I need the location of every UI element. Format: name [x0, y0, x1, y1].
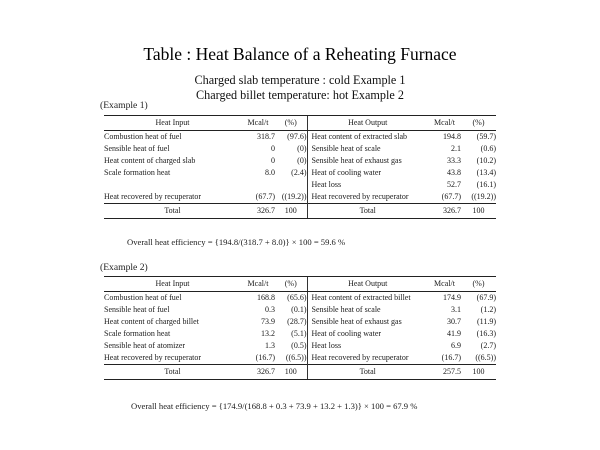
heat-input-percent: (97.6): [287, 132, 307, 141]
total-output-value: 326.7: [428, 204, 461, 219]
heat-output-percent: (2.7): [480, 341, 496, 350]
heat-input-label: Heat recovered by recuperator: [104, 353, 202, 362]
heat-input-percent: (28.7): [287, 317, 307, 326]
heat-input-value: 0: [271, 156, 275, 165]
heat-output-label: Sensible heat of scale: [307, 143, 428, 155]
heat-output-percent: ((6.5)): [475, 353, 496, 362]
heat-input-percent: ((19.2)): [281, 192, 307, 201]
heat-input-value: 318.7: [257, 132, 275, 141]
column-header: (%): [275, 277, 307, 292]
total-input-label: Total: [104, 365, 241, 380]
page-title: Table : Heat Balance of a Reheating Furnace: [143, 44, 457, 64]
total-output-label: Total: [307, 204, 428, 219]
column-header: Heat Output: [307, 116, 428, 131]
total-output-percent: 100: [461, 365, 496, 380]
heat-output-value: 41.9: [447, 329, 461, 338]
heat-input-label: Combustion heat of fuel: [104, 293, 182, 302]
heat-output-percent: (13.4): [476, 168, 496, 177]
heat-input-label: Heat content of charged billet: [104, 317, 199, 326]
table-row: [104, 292, 496, 305]
heat-output-percent: (0.6): [480, 144, 496, 153]
heat-output-label: Sensible heat of scale: [307, 304, 428, 316]
heat-input-label: Sensible heat of atomizer: [104, 341, 186, 350]
heat-output-value: 33.3: [447, 156, 461, 165]
column-header: (%): [461, 116, 496, 131]
heat-balance-table-example-2: [104, 276, 496, 380]
table-row: [104, 316, 496, 328]
heat-input-label: Heat content of charged slab: [104, 156, 196, 165]
heat-output-label: Heat content of extracted slab: [307, 131, 428, 144]
heat-input-value: 13.2: [261, 329, 275, 338]
total-input-value: 326.7: [241, 204, 275, 219]
heat-output-value: 43.8: [447, 168, 461, 177]
heat-output-value: 174.9: [443, 293, 461, 302]
column-header: Mcal/t: [428, 116, 461, 131]
heat-input-percent: (0.1): [291, 305, 307, 314]
table-row: [104, 328, 496, 340]
table-header-row: [104, 277, 496, 292]
heat-output-label: Heat content of extracted billet: [307, 292, 428, 305]
column-header: Mcal/t: [241, 277, 275, 292]
heat-output-label: Heat loss: [307, 340, 428, 352]
heat-output-label: Heat of cooling water: [307, 167, 428, 179]
heat-output-label: Sensible heat of exhaust gas: [307, 316, 428, 328]
column-header: Heat Input: [104, 277, 241, 292]
heat-output-label: Heat of cooling water: [307, 328, 428, 340]
total-input-percent: 100: [275, 204, 307, 219]
total-output-label: Total: [307, 365, 428, 380]
table-row: [104, 352, 496, 365]
heat-output-value: 194.8: [443, 132, 461, 141]
heat-output-percent: (16.1): [476, 180, 496, 189]
heat-input-label: Scale formation heat: [104, 329, 171, 338]
total-input-percent: 100: [275, 365, 307, 380]
heat-output-percent: (1.2): [480, 305, 496, 314]
heat-output-percent: (59.7): [476, 132, 496, 141]
heat-input-value: 0: [271, 144, 275, 153]
heat-input-value: 168.8: [257, 293, 275, 302]
table-row: [104, 304, 496, 316]
heat-input-value: [241, 179, 275, 191]
heat-output-label: Heat recovered by recuperator: [307, 352, 428, 365]
heat-input-percent: (5.1): [291, 329, 307, 338]
example-1-label: (Example 1): [100, 100, 148, 111]
heat-balance-table-example-1: [104, 115, 496, 219]
heat-input-label: Sensible heat of fuel: [104, 305, 170, 314]
total-output-value: 257.5: [428, 365, 461, 380]
heat-output-value: 2.1: [451, 144, 461, 153]
heat-output-label: Heat recovered by recuperator: [307, 191, 428, 204]
column-header: Mcal/t: [241, 116, 275, 131]
heat-output-value: (67.7): [441, 192, 461, 201]
heat-output-label: Heat loss: [307, 179, 428, 191]
table-row: [104, 143, 496, 155]
heat-input-value: 1.3: [265, 341, 275, 350]
total-input-label: Total: [104, 204, 241, 219]
total-output-percent: 100: [461, 204, 496, 219]
heat-input-value: (16.7): [255, 353, 275, 362]
heat-output-percent: (10.2): [476, 156, 496, 165]
heat-output-value: 3.1: [451, 305, 461, 314]
heat-output-percent: (67.9): [476, 293, 496, 302]
table-row: [104, 155, 496, 167]
example-2-efficiency: Overall heat efficiency = {174.9/(168.8 + 0.3 + 73.9 + 13.2 + 1.3)} × 100 = 67.9 %: [131, 401, 418, 411]
column-header: (%): [461, 277, 496, 292]
table-row: [104, 179, 496, 191]
subtitle-line-2: Charged billet temperature: hot Example 2: [196, 88, 404, 102]
heat-output-percent: ((19.2)): [471, 192, 496, 201]
table-total-row: [104, 365, 496, 380]
heat-input-label: Sensible heat of fuel: [104, 144, 170, 153]
heat-input-label: Scale formation heat: [104, 168, 171, 177]
heat-input-percent: ((6.5)): [285, 353, 307, 362]
table-total-row: [104, 204, 496, 219]
total-input-value: 326.7: [241, 365, 275, 380]
heat-input-percent: (0): [297, 156, 307, 165]
example-2-label: (Example 2): [100, 262, 148, 273]
column-header: (%): [275, 116, 307, 131]
table-header-row: [104, 116, 496, 131]
heat-output-percent: (16.3): [476, 329, 496, 338]
column-header: Heat Input: [104, 116, 241, 131]
heat-output-value: (16.7): [441, 353, 461, 362]
column-header: Heat Output: [307, 277, 428, 292]
heat-input-value: 0.3: [265, 305, 275, 314]
table-row: [104, 340, 496, 352]
heat-input-percent: [275, 179, 307, 191]
column-header: Mcal/t: [428, 277, 461, 292]
subtitle-line-1: Charged slab temperature : cold Example 1: [194, 73, 406, 87]
table-row: [104, 131, 496, 144]
heat-input-label: Heat recovered by recuperator: [104, 192, 202, 201]
example-1-efficiency: Overall heat efficiency = {194.8/(318.7 + 8.0)} × 100 = 59.6 %: [127, 237, 346, 247]
heat-output-value: 30.7: [447, 317, 461, 326]
heat-input-label: Combustion heat of fuel: [104, 132, 182, 141]
heat-output-value: 52.7: [447, 180, 461, 189]
heat-input-percent: (65.6): [287, 293, 307, 302]
heat-input-percent: (0.5): [291, 341, 307, 350]
heat-input-percent: (2.4): [291, 168, 307, 177]
heat-input-value: 73.9: [261, 317, 275, 326]
heat-input-value: (67.7): [255, 192, 275, 201]
heat-output-percent: (11.9): [476, 317, 496, 326]
heat-input-label: [104, 179, 241, 191]
heat-output-value: 6.9: [451, 341, 461, 350]
heat-output-label: Sensible heat of exhaust gas: [307, 155, 428, 167]
heat-input-percent: (0): [297, 144, 307, 153]
table-row: [104, 167, 496, 179]
table-row: [104, 191, 496, 204]
heat-input-value: 8.0: [265, 168, 275, 177]
